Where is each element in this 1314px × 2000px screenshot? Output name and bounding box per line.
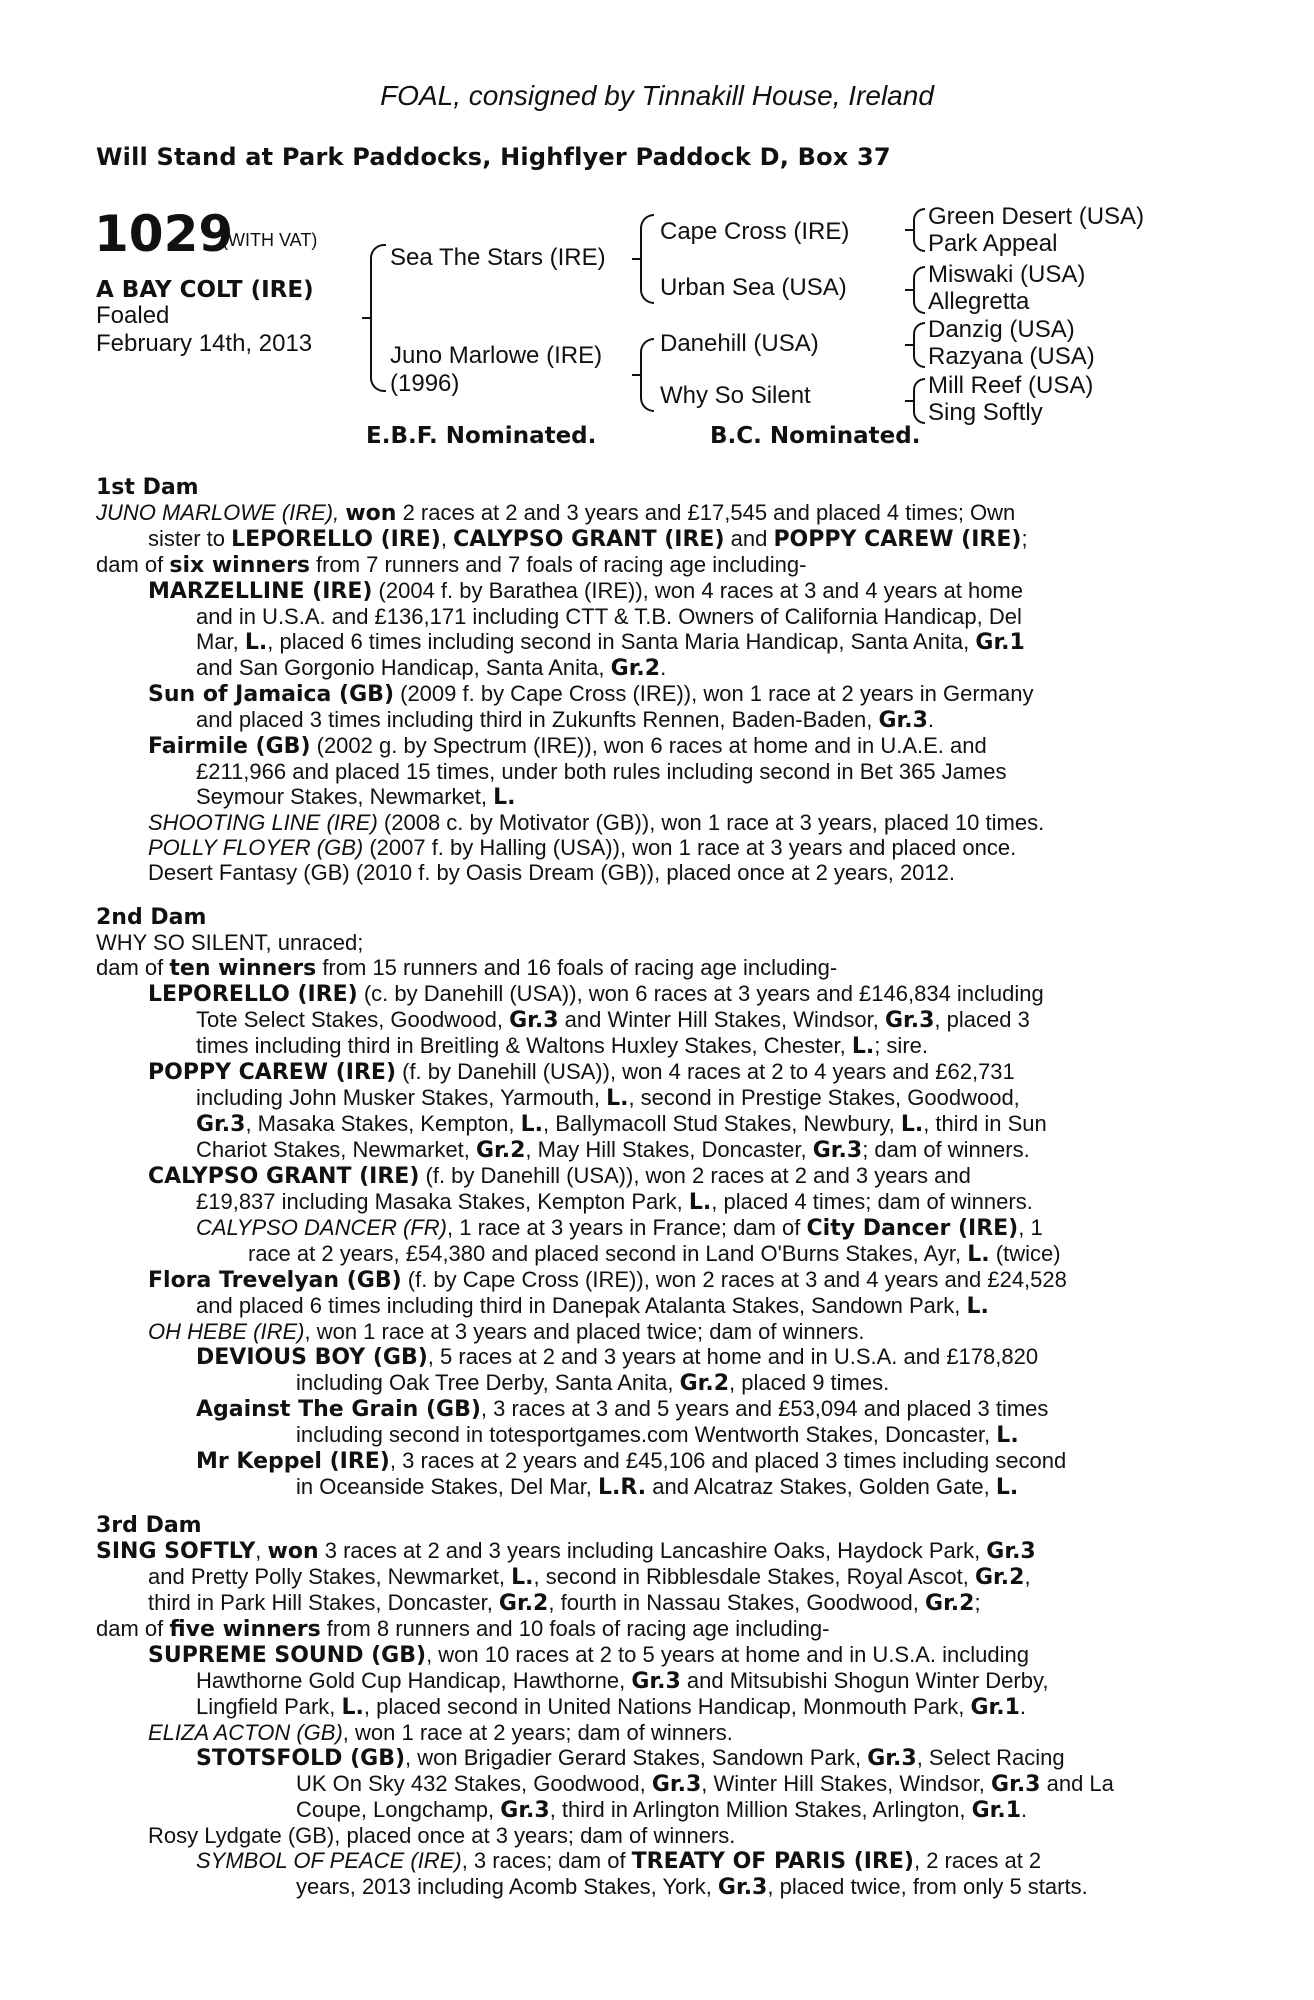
dam3-line: Lingfield Park, L., placed second in United Nations Handicap, Monmouth Park, Gr.1. bbox=[196, 1694, 1027, 1720]
foaled-label: Foaled bbox=[96, 302, 170, 329]
dam2-line: Mr Keppel (IRE), 3 races at 2 years and £45,106 and placed 3 times including second bbox=[196, 1448, 1067, 1474]
dam2-line: race at 2 years, £54,380 and placed second in Land O'Burns Stakes, Ayr, L. (twice) bbox=[248, 1241, 1061, 1267]
dam2-line: including second in totesportgames.com Wentworth Stakes, Doncaster, L. bbox=[296, 1422, 1019, 1448]
dam2-line: Flora Trevelyan (GB) (f. by Cape Cross (IRE)), won 2 races at 3 and 4 years and £24,528 bbox=[148, 1267, 1067, 1293]
pedigree-dam-sire: Danehill (USA) bbox=[660, 330, 819, 357]
dam2-line: CALYPSO GRANT (IRE) (f. by Danehill (USA)), won 2 races at 2 and 3 years and bbox=[148, 1163, 971, 1189]
dam3-line: SYMBOL OF PEACE (IRE), 3 races; dam of TREATY OF PARIS (IRE), 2 races at 2 bbox=[196, 1848, 1042, 1874]
pedigree-dam-year: (1996) bbox=[390, 370, 460, 397]
pedigree-dam-dam: Why So Silent bbox=[660, 382, 811, 409]
second-dam-heading: 2nd Dam bbox=[96, 905, 207, 930]
dam1-line: sister to LEPORELLO (IRE), CALYPSO GRANT (IRE) and POPPY CAREW (IRE); bbox=[148, 526, 1028, 552]
dam1-line: and placed 3 times including third in Zukunfts Rennen, Baden-Baden, Gr.3. bbox=[196, 707, 934, 733]
first-dam-section bbox=[96, 475, 1206, 885]
dam2-line: POPPY CAREW (IRE) (f. by Danehill (USA)), won 4 races at 2 to 4 years and £62,731 bbox=[148, 1059, 1015, 1085]
pedigree-g6: Razyana (USA) bbox=[928, 343, 1095, 370]
consignor-line: FOAL, consigned by Tinnakill House, Ireland bbox=[380, 80, 934, 111]
second-dam-section bbox=[96, 905, 1206, 1500]
dam2-line: including John Musker Stakes, Yarmouth, L., second in Prestige Stakes, Goodwood, bbox=[196, 1085, 1020, 1111]
dam2-line: and placed 6 times including third in Danepak Atalanta Stakes, Sandown Park, L. bbox=[196, 1293, 989, 1319]
lot-number: 1029 bbox=[94, 205, 234, 263]
dam3-line: Coupe, Longchamp, Gr.3, third in Arlington Million Stakes, Arlington, Gr.1. bbox=[296, 1797, 1028, 1823]
pedigree-dam: Juno Marlowe (IRE) bbox=[390, 342, 603, 369]
pedigree-g3: Miswaki (USA) bbox=[928, 261, 1086, 288]
first-dam-heading: 1st Dam bbox=[96, 475, 199, 500]
pedigree-bracket-g1 bbox=[913, 208, 925, 252]
pedigree-bracket-sire bbox=[640, 214, 654, 304]
dam2-line: £19,837 including Masaka Stakes, Kempton Park, L., placed 4 times; dam of winners. bbox=[196, 1189, 1033, 1215]
dam2-line: times including third in Breitling & Waltons Huxley Stakes, Chester, L.; sire. bbox=[196, 1033, 928, 1059]
dam3-line: and Pretty Polly Stakes, Newmarket, L., second in Ribblesdale Stakes, Royal Ascot, Gr.2, bbox=[148, 1564, 1031, 1590]
dam3-line: STOTSFOLD (GB), won Brigadier Gerard Stakes, Sandown Park, Gr.3, Select Racing bbox=[196, 1745, 1065, 1771]
pedigree-bracket-main bbox=[370, 244, 386, 392]
dam3-line: Rosy Lydgate (GB), placed once at 3 years; dam of winners. bbox=[148, 1823, 736, 1848]
dam3-line: dam of five winners from 8 runners and 10 foals of racing age including- bbox=[96, 1616, 830, 1642]
pedigree-g1: Green Desert (USA) bbox=[928, 203, 1145, 230]
dam3-line: third in Park Hill Stakes, Doncaster, Gr.2, fourth in Nassau Stakes, Goodwood, Gr.2; bbox=[148, 1590, 981, 1616]
dam1-line: JUNO MARLOWE (IRE), won 2 races at 2 and 3 years and £17,545 and placed 4 times; Own bbox=[96, 500, 1016, 526]
dam3-line: ELIZA ACTON (GB), won 1 race at 2 years; dam of winners. bbox=[148, 1720, 733, 1745]
dam1-line: POLLY FLOYER (GB) (2007 f. by Halling (USA)), won 1 race at 3 years and placed once. bbox=[148, 835, 1017, 860]
dam2-line: Tote Select Stakes, Goodwood, Gr.3 and Winter Hill Stakes, Windsor, Gr.3, placed 3 bbox=[196, 1007, 1030, 1033]
third-dam-heading: 3rd Dam bbox=[96, 1513, 202, 1538]
dam2-line: Chariot Stakes, Newmarket, Gr.2, May Hill Stakes, Doncaster, Gr.3; dam of winners. bbox=[196, 1137, 1030, 1163]
dam1-line: and San Gorgonio Handicap, Santa Anita, Gr.2. bbox=[196, 655, 667, 681]
dam2-line: Against The Grain (GB), 3 races at 3 and 5 years and £53,094 and placed 3 times bbox=[196, 1396, 1049, 1422]
dam2-line: CALYPSO DANCER (FR), 1 race at 3 years in France; dam of City Dancer (IRE), 1 bbox=[196, 1215, 1043, 1241]
dam2-line: dam of ten winners from 15 runners and 16 foals of racing age including- bbox=[96, 955, 838, 981]
pedigree-sire: Sea The Stars (IRE) bbox=[390, 244, 606, 271]
dam1-line: Sun of Jamaica (GB) (2009 f. by Cape Cross (IRE)), won 1 race at 2 years in Germany bbox=[148, 681, 1034, 707]
dam2-line: WHY SO SILENT, unraced; bbox=[96, 930, 364, 955]
dam3-line: UK On Sky 432 Stakes, Goodwood, Gr.3, Winter Hill Stakes, Windsor, Gr.3 and La bbox=[296, 1771, 1114, 1797]
pedigree-g4: Allegretta bbox=[928, 288, 1030, 315]
dam1-line: Seymour Stakes, Newmarket, L. bbox=[196, 784, 516, 810]
dam2-line: LEPORELLO (IRE) (c. by Danehill (USA)), won 6 races at 3 years and £146,834 including bbox=[148, 981, 1044, 1007]
dam2-line: OH HEBE (IRE), won 1 race at 3 years and placed twice; dam of winners. bbox=[148, 1319, 865, 1344]
pedigree-bracket-g4 bbox=[913, 378, 925, 424]
ebf-nominated: E.B.F. Nominated. bbox=[366, 423, 597, 449]
pedigree-sire-sire: Cape Cross (IRE) bbox=[660, 218, 850, 245]
lot-title: A BAY COLT (IRE) bbox=[96, 277, 314, 303]
dam3-line: Hawthorne Gold Cup Handicap, Hawthorne, Gr.3 and Mitsubishi Shogun Winter Derby, bbox=[196, 1668, 1049, 1694]
dam2-line: in Oceanside Stakes, Del Mar, L.R. and Alcatraz Stakes, Golden Gate, L. bbox=[296, 1474, 1019, 1500]
pedigree-g8: Sing Softly bbox=[928, 399, 1043, 426]
vat-label: (WITH VAT) bbox=[222, 230, 318, 250]
stand-location: Will Stand at Park Paddocks, Highflyer Paddock D, Box 37 bbox=[96, 143, 891, 171]
foaled-date: February 14th, 2013 bbox=[96, 330, 313, 357]
dam2-line: Gr.3, Masaka Stakes, Kempton, L., Ballymacoll Stud Stakes, Newbury, L., third in Sun bbox=[196, 1111, 1047, 1137]
pedigree-bracket-g3 bbox=[913, 322, 925, 368]
dam1-line: Mar, L., placed 6 times including second in Santa Maria Handicap, Santa Anita, Gr.1 bbox=[196, 629, 1025, 655]
dam1-line: Desert Fantasy (GB) (2010 f. by Oasis Dream (GB)), placed once at 2 years, 2012. bbox=[148, 860, 955, 885]
pedigree-bracket-dam bbox=[640, 338, 654, 412]
pedigree-bracket-g2 bbox=[913, 266, 925, 314]
third-dam-section bbox=[96, 1513, 1206, 1900]
dam2-line: DEVIOUS BOY (GB), 5 races at 2 and 3 years at home and in U.S.A. and £178,820 bbox=[196, 1344, 1039, 1370]
pedigree-g2: Park Appeal bbox=[928, 230, 1058, 257]
pedigree-sire-dam: Urban Sea (USA) bbox=[660, 274, 847, 301]
dam3-line: SUPREME SOUND (GB), won 10 races at 2 to 5 years at home and in U.S.A. including bbox=[148, 1642, 1029, 1668]
dam3-line: SING SOFTLY, won 3 races at 2 and 3 years including Lancashire Oaks, Haydock Park, Gr.3 bbox=[96, 1538, 1036, 1564]
dam1-line: dam of six winners from 7 runners and 7 foals of racing age including- bbox=[96, 552, 807, 578]
dam1-line: SHOOTING LINE (IRE) (2008 c. by Motivator (GB)), won 1 race at 3 years, placed 10 times. bbox=[148, 810, 1045, 835]
dam3-line: years, 2013 including Acomb Stakes, York, Gr.3, placed twice, from only 5 starts. bbox=[296, 1874, 1088, 1900]
pedigree-g7: Mill Reef (USA) bbox=[928, 372, 1094, 399]
dam1-line: and in U.S.A. and £136,171 including CTT & T.B. Owners of California Handicap, Del bbox=[196, 604, 1022, 629]
bc-nominated: B.C. Nominated. bbox=[710, 423, 921, 449]
pedigree-g5: Danzig (USA) bbox=[928, 316, 1075, 343]
dam1-line: Fairmile (GB) (2002 g. by Spectrum (IRE)), won 6 races at home and in U.A.E. and bbox=[148, 733, 987, 759]
dam2-line: including Oak Tree Derby, Santa Anita, Gr.2, placed 9 times. bbox=[296, 1370, 890, 1396]
dam1-line: MARZELLINE (IRE) (2004 f. by Barathea (IRE)), won 4 races at 3 and 4 years at home bbox=[148, 578, 1023, 604]
dam1-line: £211,966 and placed 15 times, under both rules including second in Bet 365 James bbox=[196, 759, 1007, 784]
